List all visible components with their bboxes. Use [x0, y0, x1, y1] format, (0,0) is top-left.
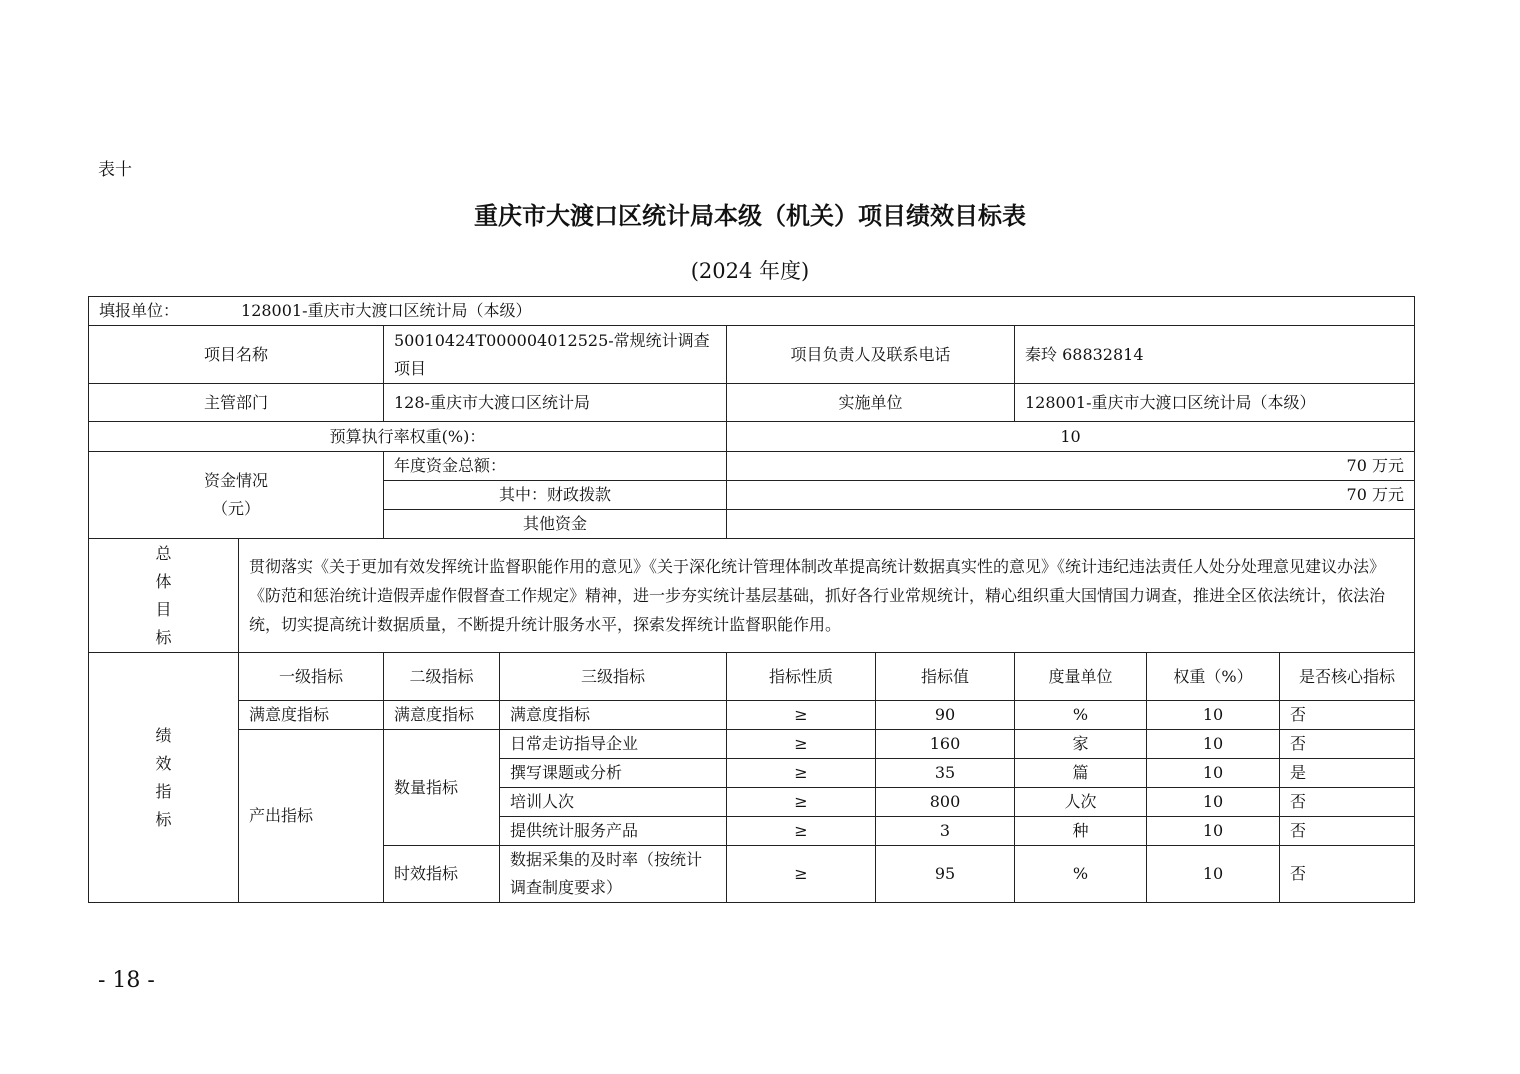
value-cell: 90	[876, 701, 1015, 730]
l1-cell: 满意度指标	[239, 701, 384, 730]
l3-cell: 满意度指标	[500, 701, 727, 730]
budget-weight-value: 10	[727, 422, 1415, 452]
nature-cell: ≥	[727, 730, 876, 759]
dept-row	[89, 384, 1415, 422]
budget-weight-row	[89, 422, 1415, 452]
nature-cell: ≥	[727, 788, 876, 817]
unit-cell: 家	[1015, 730, 1147, 759]
project-row	[89, 326, 1415, 384]
goal-label-char: 目	[155, 599, 172, 619]
weight-cell: 10	[1147, 730, 1280, 759]
unit-cell: 人次	[1015, 788, 1147, 817]
weight-cell: 10	[1147, 788, 1280, 817]
unit-cell: 种	[1015, 817, 1147, 846]
funds-fiscal-label: 其中：财政拨款	[384, 481, 727, 510]
dept-value: 128-重庆市大渡口区统计局	[384, 384, 727, 422]
goal-text: 贯彻落实《关于更加有效发挥统计监督职能作用的意见》《关于深化统计管理体制改革提高统计数据真实性的意见》《统计违纪违法责任人处分处理意见建议办法》《防范和惩治统计造假弄虚作假督查工作规定》精神，进一步夯实统计基层基础，抓好各行业常规统计，精心组织重大国情国力调查，推进全区依法统计，依法治统，切实提高统计数据质量，不断提升统计服务水平，探索发挥统计监督职能作用。	[239, 539, 1415, 653]
table-label: 表十	[98, 160, 132, 180]
value-cell: 95	[876, 846, 1015, 903]
goal-label-char: 标	[155, 627, 172, 647]
weight-cell: 10	[1147, 846, 1280, 903]
perf-label-char: 绩	[155, 725, 172, 745]
column-header: 一级指标	[239, 653, 384, 701]
goal-label-char: 体	[155, 571, 172, 591]
nature-cell: ≥	[727, 817, 876, 846]
core-cell: 否	[1280, 701, 1415, 730]
perf-label-char: 标	[155, 809, 172, 829]
l2-cell: 满意度指标	[384, 701, 500, 730]
l3-cell: 培训人次	[500, 788, 727, 817]
budget-weight-label: 预算执行率权重(%)：	[89, 422, 727, 452]
goal-row	[89, 539, 1415, 653]
performance-table	[88, 296, 1415, 903]
funds-fiscal-value: 70 万元	[727, 481, 1415, 510]
manager-value: 秦玲 68832814	[1015, 326, 1415, 384]
unit-cell: %	[1015, 701, 1147, 730]
value-cell: 35	[876, 759, 1015, 788]
core-cell: 否	[1280, 846, 1415, 903]
column-header: 二级指标	[384, 653, 500, 701]
manager-label: 项目负责人及联系电话	[727, 326, 1015, 384]
funds-other-value	[727, 510, 1415, 539]
value-cell: 3	[876, 817, 1015, 846]
impl-value: 128001-重庆市大渡口区统计局（本级）	[1015, 384, 1415, 422]
column-header: 权重（%）	[1147, 653, 1280, 701]
table-row	[89, 701, 1415, 730]
funds-label-cell	[89, 452, 384, 539]
funds-total-row	[89, 452, 1415, 481]
l2-cell: 时效指标	[384, 846, 500, 903]
funds-label: 资金情况	[203, 471, 268, 490]
nature-cell: ≥	[727, 846, 876, 903]
l3-cell: 日常走访指导企业	[500, 730, 727, 759]
core-cell: 否	[1280, 788, 1415, 817]
weight-cell: 10	[1147, 759, 1280, 788]
value-cell: 160	[876, 730, 1015, 759]
perf-label-char: 效	[155, 753, 172, 773]
unit-row	[89, 297, 1415, 326]
project-name-value: 50010424T000004012525-常规统计调查项目	[384, 326, 727, 384]
l2-cell: 数量指标	[384, 730, 500, 846]
core-cell: 是	[1280, 759, 1415, 788]
funds-total-label: 年度资金总额：	[384, 452, 727, 481]
column-header: 指标性质	[727, 653, 876, 701]
goal-label	[89, 539, 239, 653]
weight-cell: 10	[1147, 701, 1280, 730]
unit-cell: 篇	[1015, 759, 1147, 788]
core-cell: 否	[1280, 730, 1415, 759]
impl-label: 实施单位	[727, 384, 1015, 422]
unit-value: 128001-重庆市大渡口区统计局（本级）	[241, 301, 532, 320]
page-number: - 18 -	[98, 968, 155, 993]
l3-cell: 撰写课题或分析	[500, 759, 727, 788]
l1-cell: 产出指标	[239, 730, 384, 903]
column-header: 指标值	[876, 653, 1015, 701]
goal-label-char: 总	[155, 543, 172, 563]
unit-cell: %	[1015, 846, 1147, 903]
column-header: 度量单位	[1015, 653, 1147, 701]
table-row	[89, 730, 1415, 759]
perf-header-row	[89, 653, 1415, 701]
dept-label: 主管部门	[89, 384, 384, 422]
nature-cell: ≥	[727, 701, 876, 730]
project-name-label: 项目名称	[89, 326, 384, 384]
funds-total-value: 70 万元	[727, 452, 1415, 481]
l3-cell: 数据采集的及时率（按统计调查制度要求）	[500, 846, 727, 903]
core-cell: 否	[1280, 817, 1415, 846]
perf-label-char: 指	[155, 781, 172, 801]
value-cell: 800	[876, 788, 1015, 817]
unit-label: 填报单位：	[99, 301, 180, 320]
column-header: 是否核心指标	[1280, 653, 1415, 701]
nature-cell: ≥	[727, 759, 876, 788]
funds-unit: （元）	[211, 499, 260, 518]
weight-cell: 10	[1147, 817, 1280, 846]
l3-cell: 提供统计服务产品	[500, 817, 727, 846]
column-header: 三级指标	[500, 653, 727, 701]
page-subtitle: (2024 年度)	[690, 259, 810, 283]
perf-label	[89, 653, 239, 903]
page-title: 重庆市大渡口区统计局本级（机关）项目绩效目标表	[474, 201, 1026, 230]
funds-other-label: 其他资金	[384, 510, 727, 539]
